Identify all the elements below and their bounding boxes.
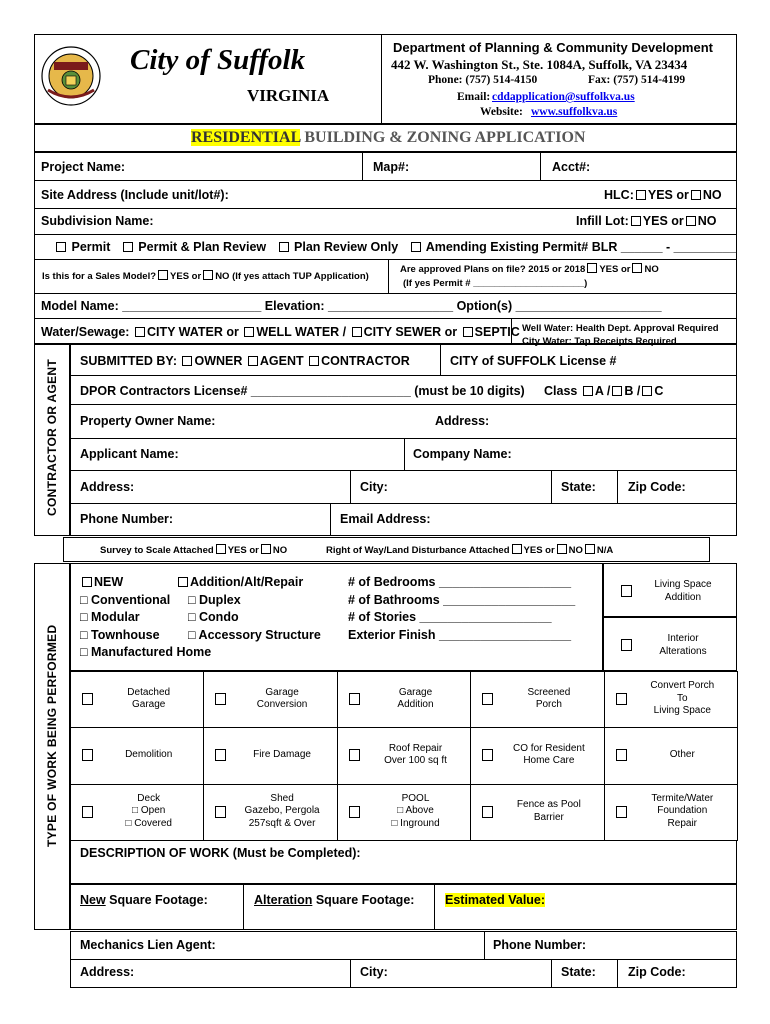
class-c-checkbox[interactable]: [642, 386, 652, 396]
row-na-label: N/A: [596, 545, 614, 556]
col-line: [484, 931, 485, 959]
work-type-label: Garage Addition: [397, 686, 434, 711]
col-line: [617, 470, 618, 503]
contractor-checkbox[interactable]: [309, 356, 319, 366]
work-type-label: Demolition: [125, 749, 173, 761]
row-line: [34, 293, 737, 294]
form-title: [191, 129, 585, 147]
infill-yes-checkbox[interactable]: [631, 216, 641, 226]
alteration-sqft-label[interactable]: [254, 893, 414, 907]
row-yes-label: YES or: [523, 545, 555, 556]
city-sewer-label: CITY SEWER or: [363, 325, 458, 339]
city-water-checkbox[interactable]: [135, 327, 145, 337]
alt-sqft-text: Square Footage:: [312, 893, 415, 907]
work-type-checkbox[interactable]: [482, 693, 493, 705]
survey-no-checkbox[interactable]: [261, 544, 271, 554]
description-label[interactable]: DESCRIPTION OF WORK (Must be Completed):: [80, 846, 361, 860]
plan-review-only-label: Plan Review Only: [294, 240, 399, 254]
room-counts: [348, 574, 575, 644]
city-license-label[interactable]: CITY of SUFFOLK License #: [450, 354, 617, 368]
survey-no-label: NO: [272, 545, 288, 556]
row-line: [70, 404, 737, 405]
estimated-value-label[interactable]: Estimated Value:: [445, 893, 546, 907]
approved-yes-label: YES or: [599, 264, 631, 275]
water-sewage-label: Water/Sewage:: [41, 325, 130, 339]
model-elevation-options[interactable]: Model Name: ____________________ Elevation: __________________ Option(s) _____________________: [41, 299, 662, 313]
title-rest: BUILDING & ZONING APPLICATION: [300, 129, 586, 146]
septic-label: SEPTIC: [474, 325, 520, 339]
addition-group: [176, 574, 321, 644]
agent-label: AGENT: [259, 354, 304, 368]
interior-checkbox[interactable]: [621, 639, 632, 651]
work-type-label: Detached Garage: [127, 686, 171, 711]
property-owner-label[interactable]: Property Owner Name:: [80, 414, 216, 428]
col-line: [551, 959, 552, 988]
row-line: [70, 959, 737, 960]
approved-no-label: NO: [644, 264, 659, 275]
sales-no-label: NO (If yes attach TUP Application): [215, 271, 369, 282]
sqft-box: [70, 884, 737, 930]
work-type-checkbox[interactable]: [215, 693, 226, 705]
work-type-checkbox[interactable]: [349, 806, 360, 818]
city-water-note: City Water: Tap Receipts Required: [522, 336, 677, 347]
water-sewage-row: [41, 325, 520, 339]
work-type-label: Roof Repair Over 100 sq ft: [384, 742, 447, 767]
hlc-no-checkbox[interactable]: [691, 190, 701, 200]
work-type-label: CO for Resident Home Care: [513, 742, 585, 767]
row-no-checkbox[interactable]: [557, 544, 567, 554]
city-title: City of Suffolk: [130, 44, 306, 76]
work-type-label: Other: [669, 749, 695, 761]
email-link[interactable]: cddapplication@suffolkva.us: [492, 91, 635, 103]
new-sqft-text: Square Footage:: [105, 893, 208, 907]
row-line: [34, 234, 737, 235]
living-space-label: Living Space Addition: [654, 579, 712, 603]
work-type-checkbox[interactable]: [616, 806, 627, 818]
amending-checkbox[interactable]: [411, 242, 421, 252]
work-type-label: Shed Gazebo, Pergola 257sqft & Over: [244, 792, 320, 829]
department-address: 442 W. Washington St., Ste. 1084A, Suffolk, VA 23434: [391, 57, 688, 72]
row-line: [70, 470, 737, 471]
map-label[interactable]: Map#:: [373, 160, 410, 174]
col-line: [388, 259, 389, 293]
row-line: [70, 503, 737, 504]
class-c-label: C: [654, 384, 664, 398]
work-type-label: Convert Porch To Living Space: [650, 680, 715, 717]
septic-checkbox[interactable]: [463, 327, 473, 337]
approved-no-checkbox[interactable]: [632, 263, 642, 273]
header-divider: [381, 34, 382, 124]
city-seal-logo: [40, 40, 102, 112]
addition-label: Addition/Alt/Repair: [190, 575, 304, 589]
contractor-label: CONTRACTOR: [321, 354, 410, 368]
hlc-yes-label: YES or: [647, 188, 689, 202]
hlc-label: HLC:: [604, 188, 634, 202]
col-line: [617, 959, 618, 988]
approved-yes-checkbox[interactable]: [587, 263, 597, 273]
contractor-side-label: CONTRACTOR OR AGENT: [45, 358, 59, 516]
well-water-label: WELL WATER /: [256, 325, 347, 339]
lien-zip-label[interactable]: Zip Code:: [628, 965, 686, 979]
sales-yes-checkbox[interactable]: [158, 270, 168, 280]
lien-state-label[interactable]: State:: [561, 965, 596, 979]
work-type-label: Fire Damage: [253, 749, 311, 761]
class-a-label: A /: [594, 384, 611, 398]
department-phone: Phone: (757) 514-4150: [428, 74, 538, 86]
survey-label: Survey to Scale Attached: [100, 545, 214, 556]
col-line: [350, 470, 351, 503]
permit-type-row: [54, 240, 736, 254]
survey-yes-checkbox[interactable]: [216, 544, 226, 554]
applicant-city-label[interactable]: City:: [360, 480, 388, 494]
work-type-checkbox[interactable]: [349, 693, 360, 705]
permit-plan-label: Permit & Plan Review: [138, 240, 267, 254]
sales-no-checkbox[interactable]: [203, 270, 213, 280]
row-line: [34, 180, 737, 181]
work-type-label: POOL □ Above □ Inground: [391, 792, 440, 829]
submitted-by-row: [80, 354, 410, 368]
sales-yes-label: YES or: [170, 271, 202, 282]
well-water-checkbox[interactable]: [244, 327, 254, 337]
col-line: [551, 470, 552, 503]
new-checkbox[interactable]: [82, 577, 92, 587]
work-type-label: Deck □ Open □ Covered: [125, 792, 172, 829]
owner-label: OWNER: [194, 354, 243, 368]
work-type-checkbox[interactable]: [82, 806, 93, 818]
city-sewer-checkbox[interactable]: [352, 327, 362, 337]
company-name-label[interactable]: Company Name:: [413, 447, 512, 461]
interior-label: Interior Alterations: [659, 633, 707, 657]
row-yes-checkbox[interactable]: [512, 544, 522, 554]
work-type-checkbox[interactable]: [482, 806, 493, 818]
col-line: [404, 438, 405, 470]
accessory-option[interactable]: □ Accessory Structure: [188, 627, 321, 642]
col-line: [540, 152, 541, 180]
work-type-checkbox[interactable]: [215, 806, 226, 818]
title-highlight: RESIDENTIAL: [191, 129, 301, 146]
class-label: Class: [544, 384, 578, 398]
owner-checkbox[interactable]: [182, 356, 192, 366]
state-title: VIRGINIA: [247, 86, 330, 105]
class-row: [544, 384, 663, 398]
living-space-checkbox[interactable]: [621, 585, 632, 597]
row-line: [34, 208, 737, 209]
row-line: [34, 259, 737, 260]
alt-sqft-underlined: Alteration: [254, 893, 313, 907]
site-address-label[interactable]: Site Address (Include unit/lot#):: [41, 188, 229, 202]
new-sqft-underlined: New: [80, 893, 106, 907]
work-type-label: Screened Porch: [527, 686, 571, 711]
email-label: Email:: [457, 91, 491, 103]
work-type-checkbox[interactable]: [482, 749, 493, 761]
sales-model-row: [42, 270, 369, 282]
sales-model-label: Is this for a Sales Model?: [42, 271, 157, 282]
department-fax: Fax: (757) 514-4199: [588, 74, 686, 86]
class-b-label: B /: [624, 384, 641, 398]
lien-phone-label[interactable]: Phone Number:: [493, 938, 587, 952]
col-line: [330, 503, 331, 536]
hlc-group: [604, 188, 722, 202]
permit-checkbox[interactable]: [56, 242, 66, 252]
col-line: [350, 959, 351, 988]
department-name: Department of Planning & Community Development: [393, 40, 713, 55]
lien-address-label[interactable]: Address:: [80, 965, 135, 979]
work-type-checkbox[interactable]: [82, 693, 93, 705]
row-line: [34, 318, 737, 319]
infill-label: Infill Lot:: [576, 214, 629, 228]
infill-group: [576, 214, 717, 228]
permit-label: Permit: [71, 240, 111, 254]
row-na-checkbox[interactable]: [585, 544, 595, 554]
acct-label[interactable]: Acct#:: [552, 160, 591, 174]
city-water-label: CITY WATER or: [146, 325, 239, 339]
email-address-label[interactable]: Email Address:: [340, 512, 431, 526]
lien-city-label[interactable]: City:: [360, 965, 388, 979]
hlc-no-label: NO: [702, 188, 722, 202]
work-type-label: Fence as Pool Barrier: [516, 799, 581, 823]
work-type-checkbox[interactable]: [349, 749, 360, 761]
applicant-state-label[interactable]: State:: [561, 480, 596, 494]
bathrooms-field[interactable]: # of Bathrooms ___________________: [348, 592, 576, 607]
row-line: [70, 375, 737, 376]
new-label: NEW: [94, 575, 124, 589]
lien-agent-label[interactable]: Mechanics Lien Agent:: [80, 938, 216, 952]
row-no-label: NO: [568, 545, 583, 556]
applicant-name-label[interactable]: Applicant Name:: [80, 447, 179, 461]
col-line: [440, 344, 441, 375]
class-b-checkbox[interactable]: [612, 386, 622, 396]
work-type-checkbox[interactable]: [215, 749, 226, 761]
approved-plans-row: [400, 263, 659, 275]
applicant-zip-label[interactable]: Zip Code:: [628, 480, 686, 494]
survey-row: [100, 544, 287, 556]
stories-field[interactable]: # of Stories ___________________: [348, 610, 552, 624]
manufactured-option[interactable]: □ Manufactured Home: [80, 645, 212, 659]
col-line: [434, 884, 435, 930]
col-line: [243, 884, 244, 930]
conventional-option[interactable]: □ Conventional: [80, 592, 171, 607]
survey-yes-label: YES or: [227, 545, 259, 556]
amending-label: Amending Existing Permit# BLR ______ - _________: [425, 240, 737, 254]
work-type-checkbox[interactable]: [616, 693, 627, 705]
bedrooms-field[interactable]: # of Bedrooms ___________________: [348, 575, 572, 589]
submitted-by-label: SUBMITTED BY:: [80, 354, 177, 368]
plan-review-only-checkbox[interactable]: [279, 242, 289, 252]
condo-option[interactable]: □ Condo: [188, 610, 239, 624]
col-line: [362, 152, 363, 180]
work-type-checkbox[interactable]: [616, 749, 627, 761]
right-of-way-row: [326, 544, 613, 556]
subdivision-label[interactable]: Subdivision Name:: [41, 214, 154, 228]
project-name-label[interactable]: Project Name:: [41, 160, 126, 174]
infill-no-label: NO: [697, 214, 717, 228]
right-of-way-label: Right of Way/Land Disturbance Attached: [326, 545, 510, 556]
work-type-label: Garage Conversion: [256, 686, 308, 711]
if-yes-permit[interactable]: (If yes Permit # _____________________): [403, 278, 588, 289]
townhouse-option[interactable]: □ Townhouse: [80, 627, 160, 642]
permit-plan-checkbox[interactable]: [123, 242, 133, 252]
work-type-label: Termite/Water Foundation Repair: [651, 792, 714, 829]
owner-address-label[interactable]: Address:: [435, 414, 490, 428]
phone-number-label[interactable]: Phone Number:: [80, 512, 174, 526]
exterior-finish-field[interactable]: Exterior Finish ___________________: [348, 627, 572, 642]
dpor-license-label[interactable]: DPOR Contractors License# _______________________ (must be 10 digits): [80, 384, 525, 398]
modular-option[interactable]: □ Modular: [80, 610, 140, 624]
website-label: Website:: [480, 106, 523, 118]
agent-checkbox[interactable]: [248, 356, 258, 366]
work-side-label: TYPE OF WORK BEING PERFORMED: [45, 624, 59, 847]
duplex-option[interactable]: □ Duplex: [188, 592, 241, 607]
applicant-address-label[interactable]: Address:: [80, 480, 135, 494]
approved-plans-label: Are approved Plans on file? 2015 or 2018: [400, 264, 586, 275]
class-a-checkbox[interactable]: [583, 386, 593, 396]
hlc-yes-checkbox[interactable]: [636, 190, 646, 200]
infill-no-checkbox[interactable]: [686, 216, 696, 226]
infill-yes-label: YES or: [642, 214, 684, 228]
new-sqft-label[interactable]: [80, 893, 208, 907]
website-link[interactable]: www.suffolkva.us: [531, 106, 618, 118]
well-water-note: Well Water: Health Dept. Approval Required: [522, 323, 719, 334]
addition-checkbox[interactable]: [178, 577, 188, 587]
work-type-checkbox[interactable]: [82, 749, 93, 761]
